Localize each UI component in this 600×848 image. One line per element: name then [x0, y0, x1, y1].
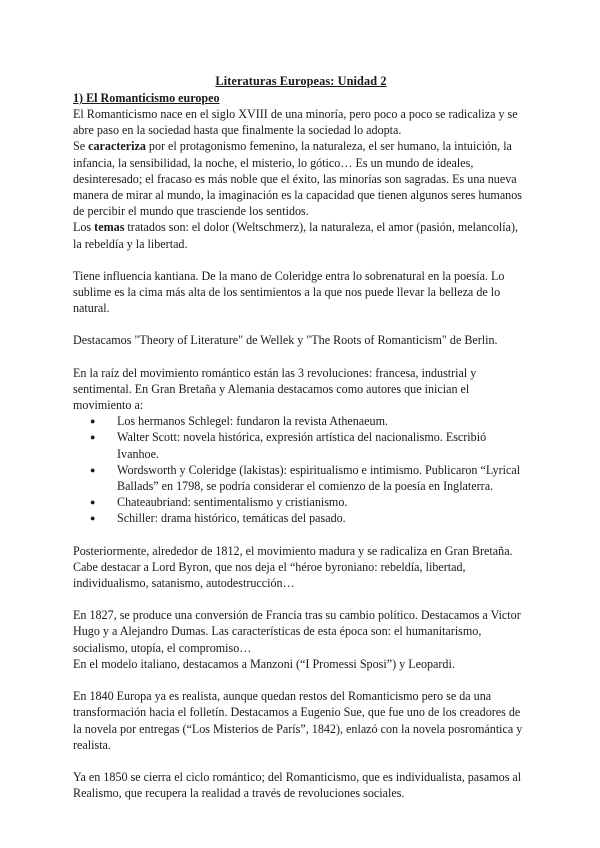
document-title: Literaturas Europeas: Unidad 2 — [215, 74, 387, 88]
destacamos-paragraph: Destacamos "Theory of Literature" de Wellek y "The Roots of Romanticism" de Berlin. — [73, 333, 498, 348]
document-body — [73, 73, 529, 801]
raiz-paragraph: En la raíz del movimiento romántico están las 3 revoluciones: francesa, industrial y sentimental. En Gran Bretaña y Alemania destacamos como autores que inician el movimiento a: — [73, 365, 477, 413]
p1827-paragraph: En 1827, se produce una conversión de Francia tras su cambio político. Destacamos a Victor Hugo y a Alejandro Dumas. Las características de esta época son: el humanitarismo, socialismo, utopía, el compromiso… — [73, 608, 521, 655]
p1840-paragraph: En 1840 Europa ya es realista, aunque quedan restos del Romanticismo pero se da una transformación hacia el folletín. Destacamos a Eugenio Sue, que fue uno de los creadores de la novela por entregas (“Los Misterios de París”, 1842), enlazó con la novela posromántica y realista. — [73, 689, 523, 752]
temas-pre: Los — [73, 220, 95, 235]
temas-paragraph — [73, 219, 529, 251]
posteriormente-paragraph: Posteriormente, alrededor de 1812, el movimiento madura y se radicaliza en Gran Bretaña. Cabe destacar a Lord Byron, que nos deja el “héroe byroniano: rebeldía, libertad, individualismo, satanismo, autodestrucción… — [73, 543, 513, 591]
list-item: ● Wordsworth y Coleridge (lakistas): espiritualismo e intimismo. Publicaron “Lyrical Ballads” en 1798, se podría considerar el comienzo de la poesía en Inglaterra. — [117, 462, 529, 494]
kantiana-paragraph: Tiene influencia kantiana. De la mano de Coleridge entra lo sobrenatural en la poesía. Lo sublime es la cima más alta de los sentimientos a la que nos puede llevar la belleza de lo natural. — [73, 268, 505, 316]
caracteriza-post: por el protagonismo femenino, la naturaleza, el ser humano, la intuición, la infancia, la sensibilidad, la noche, el misterio, lo gótico… Es un mundo de ideales, desinteresado; el fracaso es más noble que el éxito, las minorías son sagradas. Es una nueva manera de mirar al mundo, la imaginación es la capacidad que tienen algunos seres humanos de percibir el mundo que trasciende los sentidos. — [73, 139, 522, 219]
caracteriza-paragraph — [73, 138, 529, 219]
list-item: ● Schiller: drama histórico, temáticas del pasado. — [117, 510, 529, 526]
temas-post: tratados son: el dolor (Weltschmerz), la naturaleza, el amor (pasión, melancolía), la rebeldía y la libertad. — [73, 220, 519, 251]
caracteriza-bold: caracteriza — [88, 139, 146, 154]
intro-paragraph: El Romanticismo nace en el siglo XVIII de una minoría, pero poco a poco se radicaliza y se abre paso en la sociedad hasta que finalmente la sociedad lo adopta. — [73, 107, 518, 138]
section-heading: 1) El Romanticismo europeo — [73, 91, 220, 105]
list-item: ● Chateaubriand: sentimentalismo y cristianismo. — [117, 494, 529, 510]
caracteriza-pre: Se — [73, 139, 89, 154]
authors-list — [73, 413, 529, 526]
temas-bold: temas — [94, 220, 125, 235]
p1850-paragraph: Ya en 1850 se cierra el ciclo romántico; del Romanticismo, que es individualista, pasamos al Realismo, que recupera la realidad a través de revoluciones sociales. — [73, 769, 522, 801]
italiano-paragraph: En el modelo italiano, destacamos a Manzoni (“I Promessi Sposi”) y Leopardi. — [73, 656, 455, 671]
list-item: ● Walter Scott: novela histórica, expresión artística del nacionalismo. Escribió Ivanhoe. — [117, 429, 529, 461]
list-item: ● Los hermanos Schlegel: fundaron la revista Athenaeum. — [117, 413, 529, 429]
